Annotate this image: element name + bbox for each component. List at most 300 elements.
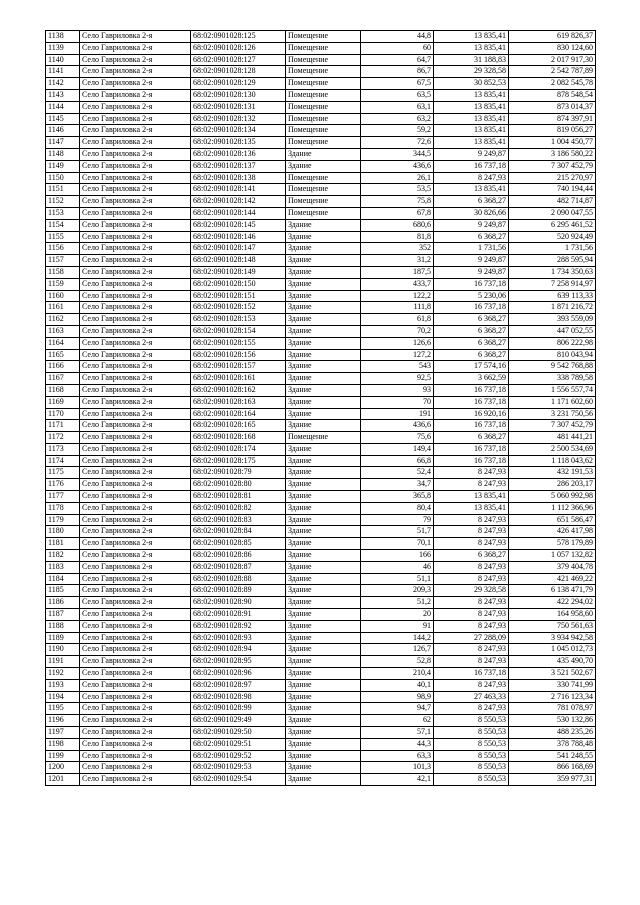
cadastral-value-cell: 2 716 123,34 <box>509 691 596 703</box>
unit-value-cell: 16 737,18 <box>434 278 509 290</box>
row-number-cell: 1191 <box>46 656 80 668</box>
cadastral-value-cell: 806 222,98 <box>509 337 596 349</box>
cadastral-value-cell: 3 521 502,67 <box>509 668 596 680</box>
row-number-cell: 1187 <box>46 609 80 621</box>
cadastral-number-cell: 68:02:0901028:157 <box>191 361 286 373</box>
area-cell: 166 <box>361 550 434 562</box>
row-number-cell: 1152 <box>46 196 80 208</box>
cadastral-number-cell: 68:02:0901028:93 <box>191 632 286 644</box>
area-cell: 70,1 <box>361 538 434 550</box>
object-type-cell: Здание <box>286 609 361 621</box>
area-cell: 59,2 <box>361 125 434 137</box>
row-number-cell: 1138 <box>46 31 80 43</box>
table-row <box>46 396 596 408</box>
locality-cell: Село Гавриловка 2-я <box>80 31 191 43</box>
unit-value-cell: 8 247,93 <box>434 620 509 632</box>
object-type-cell: Здание <box>286 620 361 632</box>
cadastral-number-cell: 68:02:0901028:144 <box>191 207 286 219</box>
cadastral-number-cell: 68:02:0901028:80 <box>191 479 286 491</box>
locality-cell: Село Гавриловка 2-я <box>80 573 191 585</box>
object-type-cell: Помещение <box>286 184 361 196</box>
row-number-cell: 1151 <box>46 184 80 196</box>
row-number-cell: 1177 <box>46 491 80 503</box>
object-type-cell: Здание <box>286 384 361 396</box>
object-type-cell: Здание <box>286 408 361 420</box>
row-number-cell: 1182 <box>46 550 80 562</box>
object-type-cell: Здание <box>286 550 361 562</box>
locality-cell: Село Гавриловка 2-я <box>80 455 191 467</box>
unit-value-cell: 3 662,59 <box>434 373 509 385</box>
table-row <box>46 443 596 455</box>
object-type-cell: Помещение <box>286 196 361 208</box>
table-row <box>46 231 596 243</box>
object-type-cell: Здание <box>286 443 361 455</box>
area-cell: 57,1 <box>361 727 434 739</box>
cadastral-number-cell: 68:02:0901028:85 <box>191 538 286 550</box>
row-number-cell: 1181 <box>46 538 80 550</box>
area-cell: 187,5 <box>361 266 434 278</box>
unit-value-cell: 8 550,53 <box>434 750 509 762</box>
area-cell: 144,2 <box>361 632 434 644</box>
locality-cell: Село Гавриловка 2-я <box>80 231 191 243</box>
cadastral-value-cell: 3 231 750,56 <box>509 408 596 420</box>
area-cell: 111,8 <box>361 302 434 314</box>
locality-cell: Село Гавриловка 2-я <box>80 137 191 149</box>
row-number-cell: 1190 <box>46 644 80 656</box>
area-cell: 344,5 <box>361 148 434 160</box>
object-type-cell: Помещение <box>286 78 361 90</box>
locality-cell: Село Гавриловка 2-я <box>80 219 191 231</box>
object-type-cell: Здание <box>286 467 361 479</box>
area-cell: 51,7 <box>361 526 434 538</box>
cadastral-value-cell: 873 014,37 <box>509 101 596 113</box>
cadastral-value-cell: 422 294,02 <box>509 597 596 609</box>
row-number-cell: 1170 <box>46 408 80 420</box>
object-type-cell: Помещение <box>286 66 361 78</box>
cadastral-number-cell: 68:02:0901028:146 <box>191 231 286 243</box>
cadastral-number-cell: 68:02:0901028:83 <box>191 514 286 526</box>
row-number-cell: 1156 <box>46 243 80 255</box>
cadastral-number-cell: 68:02:0901028:155 <box>191 337 286 349</box>
table-row <box>46 337 596 349</box>
cadastral-value-cell: 378 788,48 <box>509 738 596 750</box>
cadastral-number-cell: 68:02:0901028:130 <box>191 89 286 101</box>
table-row <box>46 656 596 668</box>
object-type-cell: Здание <box>286 561 361 573</box>
table-row <box>46 750 596 762</box>
object-type-cell: Помещение <box>286 54 361 66</box>
row-number-cell: 1139 <box>46 42 80 54</box>
cadastral-number-cell: 68:02:0901028:96 <box>191 668 286 680</box>
object-type-cell: Здание <box>286 290 361 302</box>
table-row <box>46 538 596 550</box>
unit-value-cell: 8 247,93 <box>434 172 509 184</box>
unit-value-cell: 17 574,16 <box>434 361 509 373</box>
object-type-cell: Здание <box>286 644 361 656</box>
area-cell: 436,6 <box>361 160 434 172</box>
unit-value-cell: 27 288,09 <box>434 632 509 644</box>
cadastral-value-cell: 639 113,33 <box>509 290 596 302</box>
row-number-cell: 1163 <box>46 325 80 337</box>
locality-cell: Село Гавриловка 2-я <box>80 420 191 432</box>
cadastral-value-cell: 7 307 452,79 <box>509 420 596 432</box>
locality-cell: Село Гавриловка 2-я <box>80 207 191 219</box>
unit-value-cell: 16 737,18 <box>434 396 509 408</box>
object-type-cell: Здание <box>286 774 361 786</box>
object-type-cell: Здание <box>286 762 361 774</box>
cadastral-number-cell: 68:02:0901029:52 <box>191 750 286 762</box>
locality-cell: Село Гавриловка 2-я <box>80 78 191 90</box>
area-cell: 72,6 <box>361 137 434 149</box>
row-number-cell: 1150 <box>46 172 80 184</box>
unit-value-cell: 13 835,41 <box>434 491 509 503</box>
row-number-cell: 1185 <box>46 585 80 597</box>
row-number-cell: 1167 <box>46 373 80 385</box>
row-number-cell: 1144 <box>46 101 80 113</box>
cadastral-value-cell: 874 397,91 <box>509 113 596 125</box>
object-type-cell: Здание <box>286 255 361 267</box>
cadastral-value-cell: 432 191,53 <box>509 467 596 479</box>
table-row <box>46 148 596 160</box>
row-number-cell: 1196 <box>46 715 80 727</box>
area-cell: 63,1 <box>361 101 434 113</box>
row-number-cell: 1145 <box>46 113 80 125</box>
unit-value-cell: 13 835,41 <box>434 184 509 196</box>
table-row <box>46 207 596 219</box>
unit-value-cell: 16 737,18 <box>434 455 509 467</box>
object-type-cell: Помещение <box>286 125 361 137</box>
locality-cell: Село Гавриловка 2-я <box>80 443 191 455</box>
row-number-cell: 1198 <box>46 738 80 750</box>
unit-value-cell: 6 368,27 <box>434 550 509 562</box>
unit-value-cell: 8 247,93 <box>434 609 509 621</box>
area-cell: 60 <box>361 42 434 54</box>
row-number-cell: 1197 <box>46 727 80 739</box>
unit-value-cell: 8 247,93 <box>434 526 509 538</box>
table-row <box>46 266 596 278</box>
cadastral-value-cell: 421 469,22 <box>509 573 596 585</box>
cadastral-number-cell: 68:02:0901028:141 <box>191 184 286 196</box>
cadastral-number-cell: 68:02:0901028:134 <box>191 125 286 137</box>
locality-cell: Село Гавриловка 2-я <box>80 727 191 739</box>
area-cell: 63,2 <box>361 113 434 125</box>
area-cell: 365,8 <box>361 491 434 503</box>
cadastral-value-cell: 2 542 787,89 <box>509 66 596 78</box>
row-number-cell: 1159 <box>46 278 80 290</box>
table-body <box>46 31 596 786</box>
area-cell: 543 <box>361 361 434 373</box>
cadastral-number-cell: 68:02:0901028:153 <box>191 314 286 326</box>
cadastral-value-cell: 830 124,60 <box>509 42 596 54</box>
cadastral-value-cell: 6 138 471,79 <box>509 585 596 597</box>
cadastral-number-cell: 68:02:0901028:132 <box>191 113 286 125</box>
cadastral-number-cell: 68:02:0901028:165 <box>191 420 286 432</box>
table-row <box>46 42 596 54</box>
table-row <box>46 632 596 644</box>
object-type-cell: Здание <box>286 691 361 703</box>
table-row <box>46 325 596 337</box>
locality-cell: Село Гавриловка 2-я <box>80 467 191 479</box>
unit-value-cell: 13 835,41 <box>434 502 509 514</box>
table-row <box>46 290 596 302</box>
cadastral-value-cell: 1 118 043,62 <box>509 455 596 467</box>
object-type-cell: Здание <box>286 314 361 326</box>
area-cell: 75,8 <box>361 196 434 208</box>
unit-value-cell: 29 328,58 <box>434 585 509 597</box>
area-cell: 61,8 <box>361 314 434 326</box>
locality-cell: Село Гавриловка 2-я <box>80 125 191 137</box>
cadastral-value-cell: 7 307 452,79 <box>509 160 596 172</box>
row-number-cell: 1200 <box>46 762 80 774</box>
table-row <box>46 302 596 314</box>
row-number-cell: 1141 <box>46 66 80 78</box>
cadastral-number-cell: 68:02:0901028:92 <box>191 620 286 632</box>
cadastral-value-cell: 1 556 557,74 <box>509 384 596 396</box>
cadastral-number-cell: 68:02:0901028:148 <box>191 255 286 267</box>
object-type-cell: Помещение <box>286 101 361 113</box>
cadastral-value-cell: 651 586,47 <box>509 514 596 526</box>
cadastral-number-cell: 68:02:0901028:87 <box>191 561 286 573</box>
cadastral-value-cell: 2 082 545,78 <box>509 78 596 90</box>
row-number-cell: 1143 <box>46 89 80 101</box>
unit-value-cell: 16 737,18 <box>434 420 509 432</box>
locality-cell: Село Гавриловка 2-я <box>80 632 191 644</box>
cadastral-value-cell: 286 203,17 <box>509 479 596 491</box>
row-number-cell: 1169 <box>46 396 80 408</box>
cadastral-number-cell: 68:02:0901028:86 <box>191 550 286 562</box>
object-type-cell: Здание <box>286 750 361 762</box>
object-type-cell: Здание <box>286 266 361 278</box>
unit-value-cell: 8 550,53 <box>434 774 509 786</box>
unit-value-cell: 8 550,53 <box>434 715 509 727</box>
object-type-cell: Здание <box>286 538 361 550</box>
area-cell: 436,6 <box>361 420 434 432</box>
cadastral-value-cell: 810 043,94 <box>509 349 596 361</box>
row-number-cell: 1180 <box>46 526 80 538</box>
cadastral-value-cell: 9 542 768,88 <box>509 361 596 373</box>
row-number-cell: 1166 <box>46 361 80 373</box>
cadastral-value-cell: 3 186 580,22 <box>509 148 596 160</box>
unit-value-cell: 16 737,18 <box>434 160 509 172</box>
object-type-cell: Здание <box>286 632 361 644</box>
area-cell: 93 <box>361 384 434 396</box>
object-type-cell: Здание <box>286 361 361 373</box>
area-cell: 75,6 <box>361 432 434 444</box>
table-row <box>46 255 596 267</box>
locality-cell: Село Гавриловка 2-я <box>80 479 191 491</box>
row-number-cell: 1194 <box>46 691 80 703</box>
row-number-cell: 1192 <box>46 668 80 680</box>
area-cell: 209,3 <box>361 585 434 597</box>
table-row <box>46 467 596 479</box>
locality-cell: Село Гавриловка 2-я <box>80 432 191 444</box>
area-cell: 101,3 <box>361 762 434 774</box>
locality-cell: Село Гавриловка 2-я <box>80 550 191 562</box>
locality-cell: Село Гавриловка 2-я <box>80 148 191 160</box>
unit-value-cell: 8 247,93 <box>434 514 509 526</box>
cadastral-value-cell: 426 417,98 <box>509 526 596 538</box>
unit-value-cell: 16 737,18 <box>434 443 509 455</box>
table-row <box>46 278 596 290</box>
cadastral-value-cell: 520 924,49 <box>509 231 596 243</box>
object-type-cell: Помещение <box>286 172 361 184</box>
unit-value-cell: 31 188,83 <box>434 54 509 66</box>
object-type-cell: Здание <box>286 514 361 526</box>
locality-cell: Село Гавриловка 2-я <box>80 656 191 668</box>
locality-cell: Село Гавриловка 2-я <box>80 762 191 774</box>
row-number-cell: 1168 <box>46 384 80 396</box>
unit-value-cell: 8 247,93 <box>434 573 509 585</box>
unit-value-cell: 16 737,18 <box>434 668 509 680</box>
unit-value-cell: 9 249,87 <box>434 148 509 160</box>
cadastral-number-cell: 68:02:0901028:168 <box>191 432 286 444</box>
unit-value-cell: 30 852,53 <box>434 78 509 90</box>
locality-cell: Село Гавриловка 2-я <box>80 585 191 597</box>
locality-cell: Село Гавриловка 2-я <box>80 349 191 361</box>
row-number-cell: 1201 <box>46 774 80 786</box>
area-cell: 86,7 <box>361 66 434 78</box>
area-cell: 46 <box>361 561 434 573</box>
object-type-cell: Помещение <box>286 31 361 43</box>
table-row <box>46 31 596 43</box>
unit-value-cell: 13 835,41 <box>434 125 509 137</box>
table-row <box>46 561 596 573</box>
cadastral-number-cell: 68:02:0901028:142 <box>191 196 286 208</box>
cadastral-value-cell: 488 235,26 <box>509 727 596 739</box>
table-row <box>46 762 596 774</box>
locality-cell: Село Гавриловка 2-я <box>80 113 191 125</box>
cadastral-number-cell: 68:02:0901028:127 <box>191 54 286 66</box>
cadastral-number-cell: 68:02:0901028:151 <box>191 290 286 302</box>
object-type-cell: Здание <box>286 420 361 432</box>
row-number-cell: 1178 <box>46 502 80 514</box>
table-row <box>46 585 596 597</box>
table-row <box>46 620 596 632</box>
locality-cell: Село Гавриловка 2-я <box>80 644 191 656</box>
area-cell: 20 <box>361 609 434 621</box>
cadastral-number-cell: 68:02:0901028:161 <box>191 373 286 385</box>
cadastral-value-cell: 530 132,86 <box>509 715 596 727</box>
area-cell: 63,3 <box>361 750 434 762</box>
table-row <box>46 101 596 113</box>
table-row <box>46 514 596 526</box>
row-number-cell: 1195 <box>46 703 80 715</box>
locality-cell: Село Гавриловка 2-я <box>80 89 191 101</box>
area-cell: 67,8 <box>361 207 434 219</box>
cadastral-number-cell: 68:02:0901028:98 <box>191 691 286 703</box>
row-number-cell: 1189 <box>46 632 80 644</box>
cadastral-value-cell: 619 826,37 <box>509 31 596 43</box>
cadastral-number-cell: 68:02:0901028:99 <box>191 703 286 715</box>
cadastral-number-cell: 68:02:0901028:135 <box>191 137 286 149</box>
cadastral-value-cell: 541 248,55 <box>509 750 596 762</box>
table-row <box>46 727 596 739</box>
object-type-cell: Здание <box>286 597 361 609</box>
object-type-cell: Здание <box>286 679 361 691</box>
cadastral-value-cell: 781 078,97 <box>509 703 596 715</box>
table-row <box>46 774 596 786</box>
locality-cell: Село Гавриловка 2-я <box>80 266 191 278</box>
table-row <box>46 479 596 491</box>
area-cell: 51,1 <box>361 573 434 585</box>
locality-cell: Село Гавриловка 2-я <box>80 302 191 314</box>
unit-value-cell: 29 328,58 <box>434 66 509 78</box>
cadastral-value-cell: 819 056,27 <box>509 125 596 137</box>
locality-cell: Село Гавриловка 2-я <box>80 715 191 727</box>
unit-value-cell: 8 550,53 <box>434 727 509 739</box>
area-cell: 26,1 <box>361 172 434 184</box>
cadastral-number-cell: 68:02:0901028:152 <box>191 302 286 314</box>
table-row <box>46 526 596 538</box>
area-cell: 44,8 <box>361 31 434 43</box>
cadastral-value-cell: 2 500 534,69 <box>509 443 596 455</box>
locality-cell: Село Гавриловка 2-я <box>80 561 191 573</box>
table-row <box>46 172 596 184</box>
cadastral-value-cell: 5 060 992,98 <box>509 491 596 503</box>
object-type-cell: Здание <box>286 160 361 172</box>
row-number-cell: 1162 <box>46 314 80 326</box>
table-row <box>46 668 596 680</box>
unit-value-cell: 9 249,87 <box>434 266 509 278</box>
object-type-cell: Здание <box>286 302 361 314</box>
table-row <box>46 455 596 467</box>
unit-value-cell: 13 835,41 <box>434 31 509 43</box>
row-number-cell: 1142 <box>46 78 80 90</box>
row-number-cell: 1148 <box>46 148 80 160</box>
cadastral-value-cell: 393 559,09 <box>509 314 596 326</box>
table-row <box>46 550 596 562</box>
locality-cell: Село Гавриловка 2-я <box>80 597 191 609</box>
row-number-cell: 1146 <box>46 125 80 137</box>
area-cell: 51,2 <box>361 597 434 609</box>
row-number-cell: 1165 <box>46 349 80 361</box>
object-type-cell: Помещение <box>286 432 361 444</box>
table-row <box>46 137 596 149</box>
unit-value-cell: 27 463,33 <box>434 691 509 703</box>
cadastral-number-cell: 68:02:0901029:49 <box>191 715 286 727</box>
row-number-cell: 1158 <box>46 266 80 278</box>
unit-value-cell: 6 368,27 <box>434 196 509 208</box>
object-type-cell: Здание <box>286 585 361 597</box>
unit-value-cell: 6 368,27 <box>434 325 509 337</box>
cadastral-value-cell: 1 004 450,77 <box>509 137 596 149</box>
unit-value-cell: 8 247,93 <box>434 538 509 550</box>
locality-cell: Село Гавриловка 2-я <box>80 668 191 680</box>
row-number-cell: 1147 <box>46 137 80 149</box>
table-row <box>46 573 596 585</box>
object-type-cell: Здание <box>286 373 361 385</box>
cadastral-value-cell: 1 731,56 <box>509 243 596 255</box>
object-type-cell: Помещение <box>286 89 361 101</box>
locality-cell: Село Гавриловка 2-я <box>80 101 191 113</box>
cadastral-value-cell: 379 404,78 <box>509 561 596 573</box>
unit-value-cell: 8 550,53 <box>434 738 509 750</box>
cadastral-number-cell: 68:02:0901028:97 <box>191 679 286 691</box>
cadastral-number-cell: 68:02:0901028:79 <box>191 467 286 479</box>
row-number-cell: 1153 <box>46 207 80 219</box>
area-cell: 63,5 <box>361 89 434 101</box>
table-row <box>46 408 596 420</box>
locality-cell: Село Гавриловка 2-я <box>80 538 191 550</box>
area-cell: 31,2 <box>361 255 434 267</box>
area-cell: 191 <box>361 408 434 420</box>
unit-value-cell: 9 249,87 <box>434 219 509 231</box>
object-type-cell: Здание <box>286 231 361 243</box>
table-row <box>46 184 596 196</box>
area-cell: 66,8 <box>361 455 434 467</box>
cadastral-number-cell: 68:02:0901028:175 <box>191 455 286 467</box>
locality-cell: Село Гавриловка 2-я <box>80 491 191 503</box>
